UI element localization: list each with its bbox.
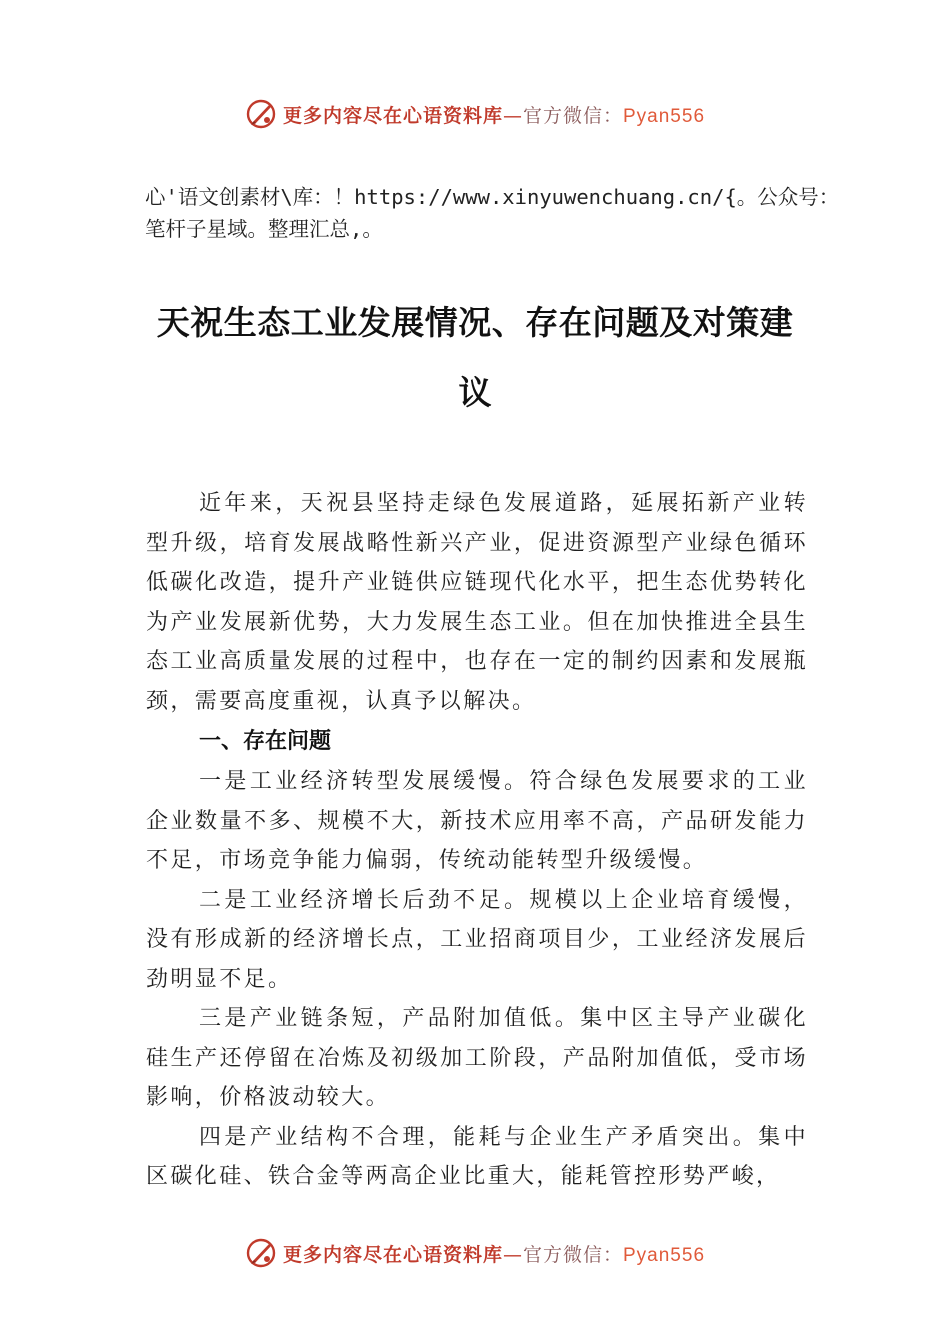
footer-banner-wechat-id: Pyan556	[623, 1244, 706, 1266]
title-line-1: 天祝生态工业发展情况、存在问题及对策建	[156, 303, 794, 342]
document-title	[135, 288, 815, 428]
footer-banner-label: 更多内容尽在心语资料库	[282, 1243, 503, 1266]
footer-banner-wechat-label: 官方微信：	[522, 1243, 623, 1266]
document-body	[146, 484, 808, 1197]
header-banner-separator: —	[502, 104, 523, 127]
header-banner-wechat-id: Pyan556	[623, 105, 706, 127]
problem-item-1: 一是工业经济转型发展缓慢。符合绿色发展要求的工业企业数量不多、规模不大，新技术应用率不高，产品研发能力不足，市场竞争能力偏弱，传统动能转型升级缓慢。	[146, 769, 808, 873]
footer-banner-separator: —	[502, 1243, 523, 1266]
problem-item-2: 二是工业经济增长后劲不足。规模以上企业培育缓慢，没有形成新的经济增长点，工业招商项目少，工业经济发展后劲明显不足。	[146, 887, 808, 992]
quill-seal-icon	[245, 98, 277, 130]
quill-seal-icon	[245, 1237, 277, 1269]
section-heading: 一、存在问题	[199, 729, 332, 754]
footer-banner-text	[283, 1240, 705, 1267]
header-banner-text	[283, 101, 705, 128]
intro-paragraph: 近年来，天祝县坚持走绿色发展道路，延展拓新产业转型升级，培育发展战略性新兴产业，促进资源型产业绿色循环低碳化改造，提升产业链供应链现代化水平，把生态优势转化为产业发展新优势，大力发展生态工业。但在加快推进全县生态工业高质量发展的过程中，也存在一定的制约因素和发展瓶颈，需要高度重视，认真予以解决。	[146, 491, 808, 714]
title-line-2: 议	[458, 373, 492, 412]
footer-banner	[0, 1233, 950, 1273]
header-banner	[0, 94, 950, 134]
problem-item-3: 三是产业链条短，产品附加值低。集中区主导产业碳化硅生产还停留在冶炼及初级加工阶段，产品附加值低，受市场影响，价格波动较大。	[146, 1006, 808, 1110]
source-note: 心'语文创素材\库：！https://www.xinyuwenchuang.cn/{。公众号：笔杆子星域。整理汇总,。	[145, 185, 840, 241]
header-banner-wechat-label: 官方微信：	[522, 104, 623, 127]
header-banner-label: 更多内容尽在心语资料库	[282, 104, 503, 127]
problem-item-4: 四是产业结构不合理，能耗与企业生产矛盾突出。集中区碳化硅、铁合金等两高企业比重大，能耗管控形势严峻，	[146, 1124, 808, 1189]
